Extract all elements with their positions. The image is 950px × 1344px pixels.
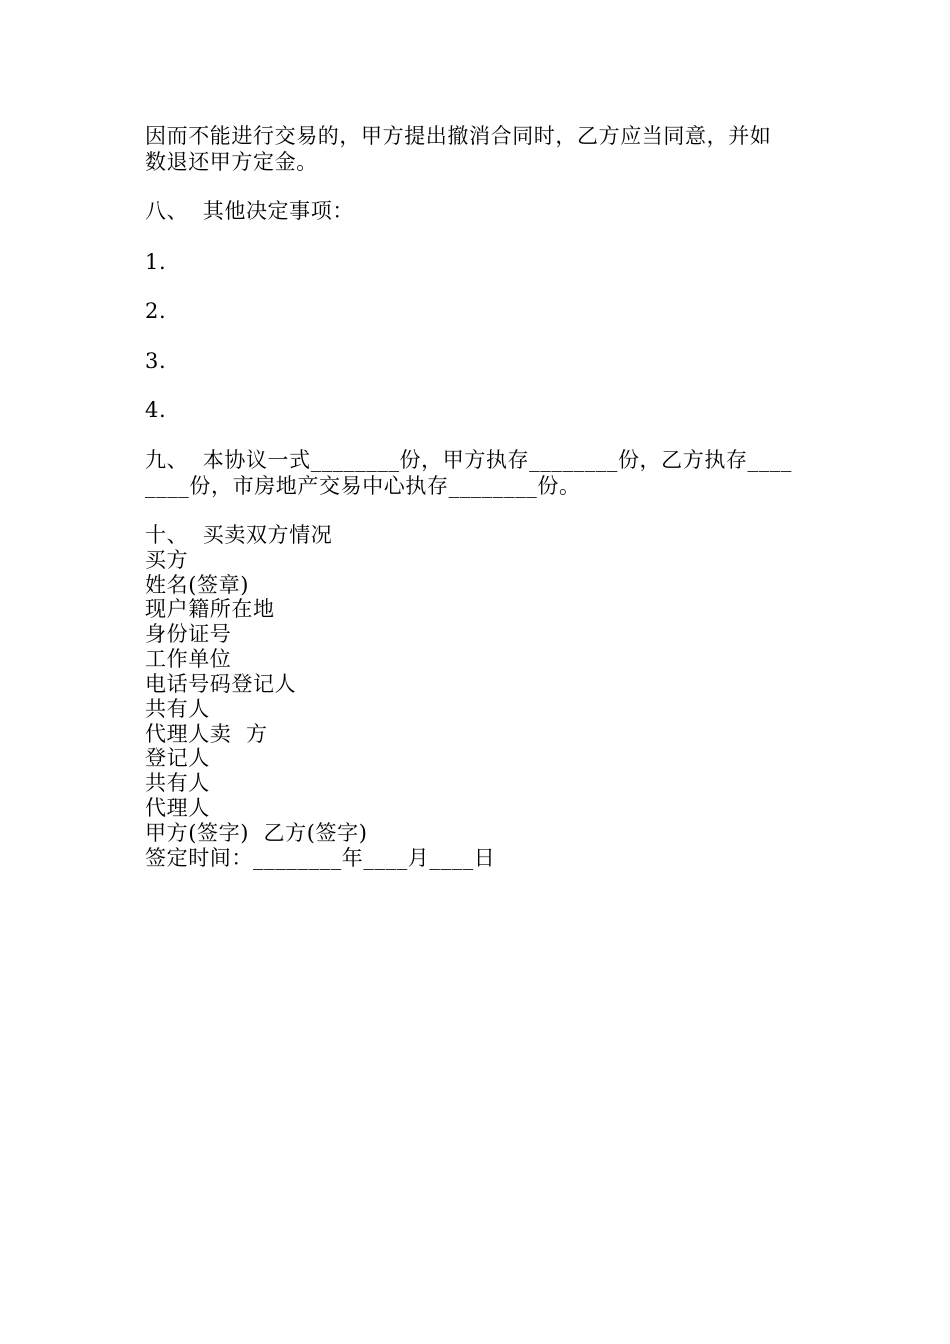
clause8-item-4: 4. [145, 398, 167, 422]
clause8-item-3: 3. [145, 349, 167, 373]
party-info-line-agent-seller: 代理人卖 方 [145, 722, 268, 746]
clause10-heading: 十、 买卖双方情况 [145, 523, 333, 547]
party-info-line-agent: 代理人 [145, 796, 210, 820]
signature-line: 甲方(签字) 乙方(签字) [145, 821, 368, 845]
signing-date-line: 签定时间：________年____月____日 [145, 846, 496, 870]
clause9-text-line-2: ____份，市房地产交易中心执存________份。 [145, 474, 581, 498]
party-info-line-employer: 工作单位 [145, 647, 232, 671]
clause9-text-line-1: 九、 本协议一式________份，甲方执存________份，乙方执存____ [145, 448, 792, 472]
clause7-text-line-2: 数退还甲方定金。 [145, 150, 318, 174]
clause8-item-1: 1. [145, 250, 167, 274]
clause8-item-2: 2. [145, 299, 167, 323]
clause7-text-line-1: 因而不能进行交易的，甲方提出撤消合同时，乙方应当同意，并如 [145, 124, 772, 148]
party-info-line-buyer: 买方 [145, 548, 189, 572]
party-info-line-registrant: 登记人 [145, 746, 210, 770]
clause8-heading: 八、 其他决定事项： [145, 199, 354, 223]
party-info-line-id-number: 身份证号 [145, 622, 232, 646]
party-info-line-co-owner: 共有人 [145, 697, 210, 721]
party-info-line-name: 姓名(签章) [145, 573, 249, 597]
party-info-line-co-owner-2: 共有人 [145, 771, 210, 795]
party-info-line-residence: 现户籍所在地 [145, 597, 275, 621]
party-info-line-phone: 电话号码登记人 [145, 672, 297, 696]
